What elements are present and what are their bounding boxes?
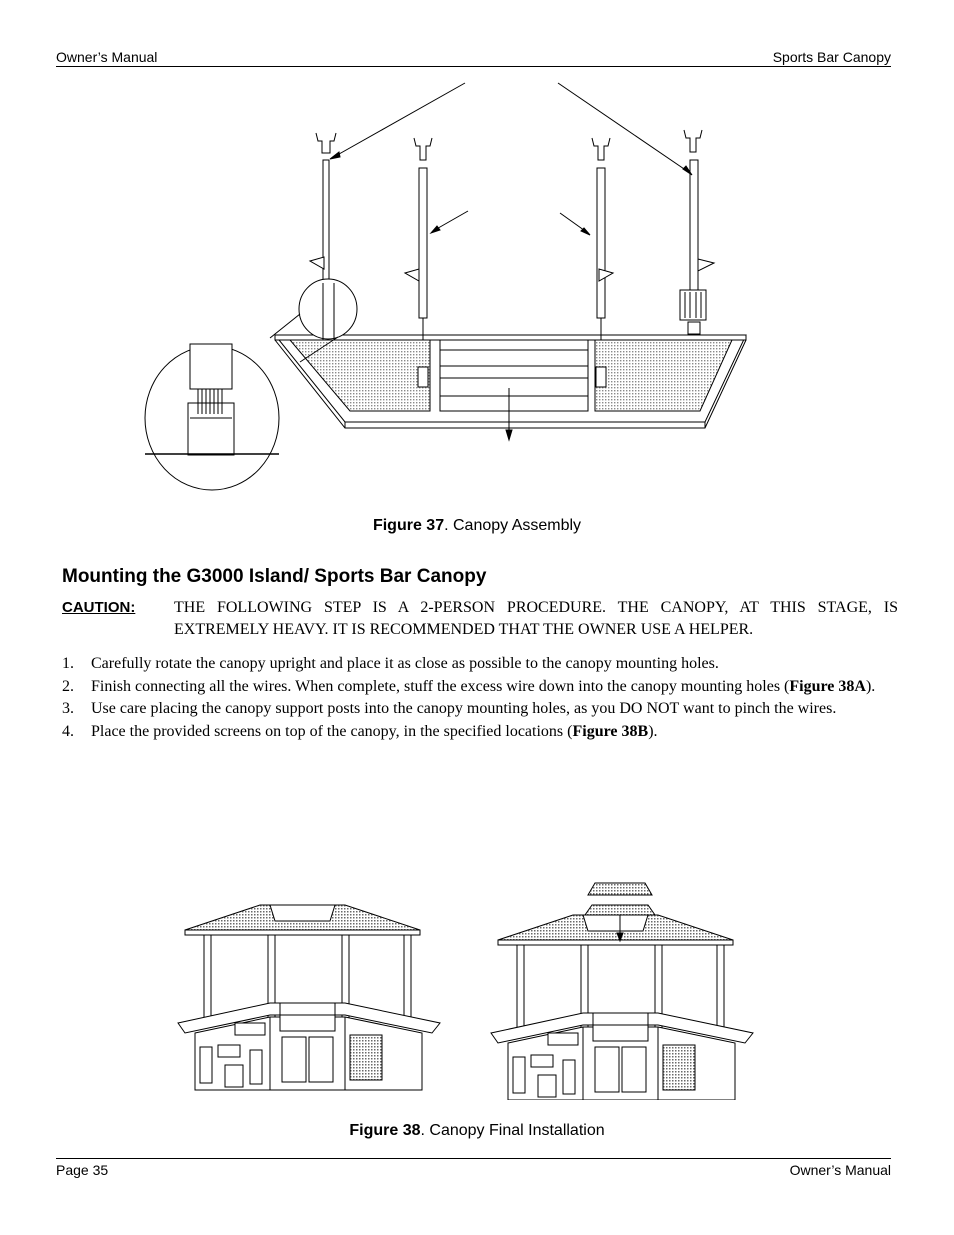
figure-37-text: . Canopy Assembly — [444, 517, 582, 534]
step-number: 4. — [62, 722, 74, 740]
section-title: Mounting the G3000 Island/ Sports Bar Canopy — [62, 566, 487, 587]
step-text: Place the provided screens on top of the canopy, in the specified locations ( — [91, 722, 573, 740]
footer-left: Page 35 — [56, 1162, 109, 1178]
step-figure-ref: Figure 38B — [572, 722, 649, 740]
step-item — [62, 653, 898, 676]
figure-38-caption — [0, 1121, 954, 1141]
header-right: Sports Bar Canopy — [772, 49, 891, 65]
step-item — [62, 698, 898, 721]
step-item — [62, 676, 898, 699]
figure-37-label: Figure 37 — [372, 517, 445, 534]
post-4 — [680, 130, 714, 334]
instruction-steps — [62, 653, 898, 743]
page-header — [56, 49, 891, 67]
caution-label: CAUTION: — [62, 599, 136, 616]
step-number: 2. — [62, 677, 74, 695]
step-item — [62, 721, 898, 744]
footer-right: Owner’s Manual — [789, 1162, 891, 1178]
page-footer — [56, 1158, 891, 1178]
figure-37-canopy-assembly-illustration — [140, 78, 760, 498]
header-left: Owner’s Manual — [56, 49, 158, 65]
step-number: 1. — [62, 655, 74, 672]
step-text: Finish connecting all the wires. When complete, stuff the excess wire down into the canopy mounting holes ( — [91, 677, 790, 695]
caution-text: THE FOLLOWING STEP IS A 2-PERSON PROCEDURE. THE CANOPY, AT THIS STAGE, IS EXTREMELY HEAVY. IT IS RECOMMENDED THAT THE OWNER USE A HELPER. — [174, 599, 898, 638]
step-text-end: ). — [648, 722, 658, 740]
caution-notice — [62, 597, 898, 641]
figure-38-text: . Canopy Final Installation — [420, 1122, 605, 1139]
step-number: 3. — [62, 700, 74, 717]
figure-38-canopy-final-installation-illustration — [170, 875, 770, 1100]
figure-38-label: Figure 38 — [349, 1122, 421, 1139]
step-text: Carefully rotate the canopy upright and place it as close as possible to the canopy mounting holes. — [91, 655, 719, 672]
step-figure-ref: Figure 38A — [789, 677, 866, 695]
figure-37-caption — [0, 516, 954, 536]
step-text: Use care placing the canopy support posts into the canopy mounting holes, as you DO NOT want to pinch the wires. — [91, 700, 837, 717]
step-text-end: ). — [865, 677, 876, 695]
